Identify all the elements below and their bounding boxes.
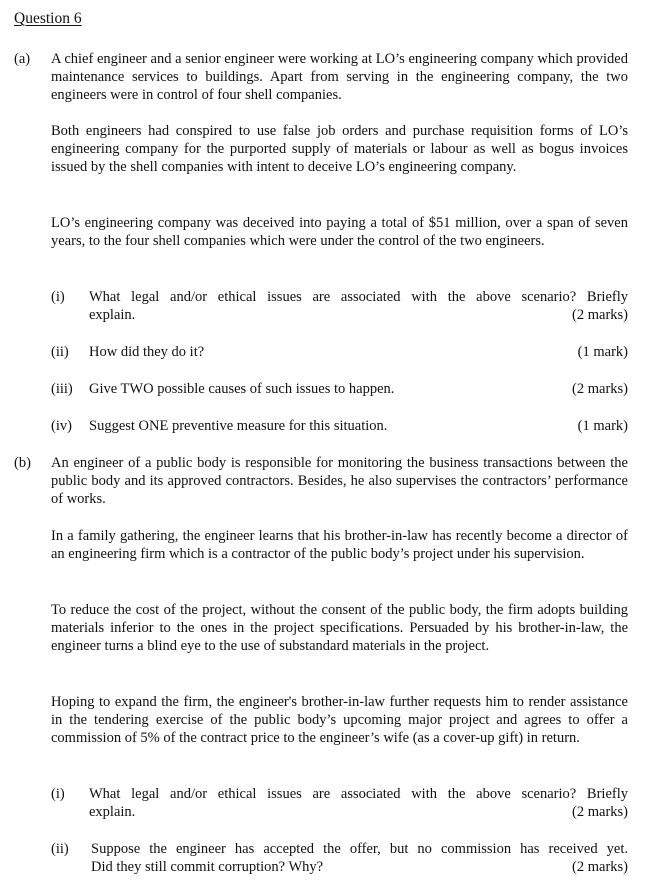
part-b-question-ii <box>51 840 628 876</box>
question-marks: (1 mark) <box>577 344 628 360</box>
question-marks: (2 marks) <box>572 859 628 875</box>
question-number: (iii) <box>51 381 73 397</box>
question-text: Suggest ONE preventive measure for this situation. <box>89 418 388 434</box>
question-marks: (2 marks) <box>572 307 628 323</box>
question-text <box>91 840 628 876</box>
question-text <box>89 785 628 821</box>
part-b-paragraph-3: To reduce the cost of the project, without the consent of the public body, the firm adopts building materials inferior to the ones in the project specifications. Persuaded by his brother-in-law, the engineer turns a blind eye to the use of substandard materials in the project. <box>51 602 628 654</box>
question-text-line-1: What legal and/or ethical issues are associated with the above scenario? Briefly <box>89 786 628 802</box>
part-b-paragraph-2: In a family gathering, the engineer learns that his brother-in-law has recently become a director of an engineering firm which is a contractor of the public body’s project under his supervision. <box>51 528 628 562</box>
question-marks: (2 marks) <box>572 381 628 397</box>
question-number: (ii) <box>51 841 69 857</box>
part-a-question-iii <box>51 380 628 398</box>
question-text-line-2: Did they still commit corruption? Why? <box>91 859 324 875</box>
question-title: Question 6 <box>14 10 82 27</box>
part-a-question-i <box>51 288 628 324</box>
question-marks: (2 marks) <box>572 804 628 820</box>
part-b-question-i <box>51 785 628 821</box>
part-a-paragraph-1: A chief engineer and a senior engineer were working at LO’s engineering company which provided maintenance services to buildings. Apart from serving in the engineering company, the two engineers were in control of four shell companies. <box>51 51 628 103</box>
part-a-label: (a) <box>14 51 31 67</box>
question-number: (ii) <box>51 344 69 360</box>
question-text-line-1: What legal and/or ethical issues are associated with the above scenario? Briefly <box>89 289 628 305</box>
question-number: (i) <box>51 289 65 305</box>
question-marks: (1 mark) <box>577 418 628 434</box>
question-number: (iv) <box>51 418 72 434</box>
part-a-paragraph-2: Both engineers had conspired to use false job orders and purchase requisition forms of LO’s engineering company for the purported supply of materials or labour as well as bogus invoices issued by the shell companies with intent to deceive LO’s engineering company. <box>51 123 628 175</box>
part-a-paragraph-3: LO’s engineering company was deceived into paying a total of $51 million, over a span of seven years, to the four shell companies which were under the control of the two engineers. <box>51 215 628 249</box>
part-a-question-iv <box>51 417 628 435</box>
question-text-line-2: explain. <box>89 307 136 323</box>
part-b-label: (b) <box>14 455 31 471</box>
part-b-paragraph-1: An engineer of a public body is responsible for monitoring the business transactions between the public body and its approved contractors. Besides, he also supervises the contractors’ performance of works. <box>51 455 628 507</box>
question-text-line-2: explain. <box>89 804 136 820</box>
question-text: How did they do it? <box>89 344 205 360</box>
question-text-line-1: Suppose the engineer has accepted the offer, but no commission has received yet. <box>91 841 628 857</box>
part-a-question-ii <box>51 343 628 361</box>
question-text: Give TWO possible causes of such issues to happen. <box>89 381 395 397</box>
question-number: (i) <box>51 786 65 802</box>
part-b-paragraph-4: Hoping to expand the firm, the engineer's brother-in-law further requests him to render assistance in the tendering exercise of the public body’s upcoming major project and agrees to offer a commission of 5% of the contract price to the engineer’s wife (as a cover-up gift) in return. <box>51 694 628 746</box>
question-text <box>89 288 628 324</box>
